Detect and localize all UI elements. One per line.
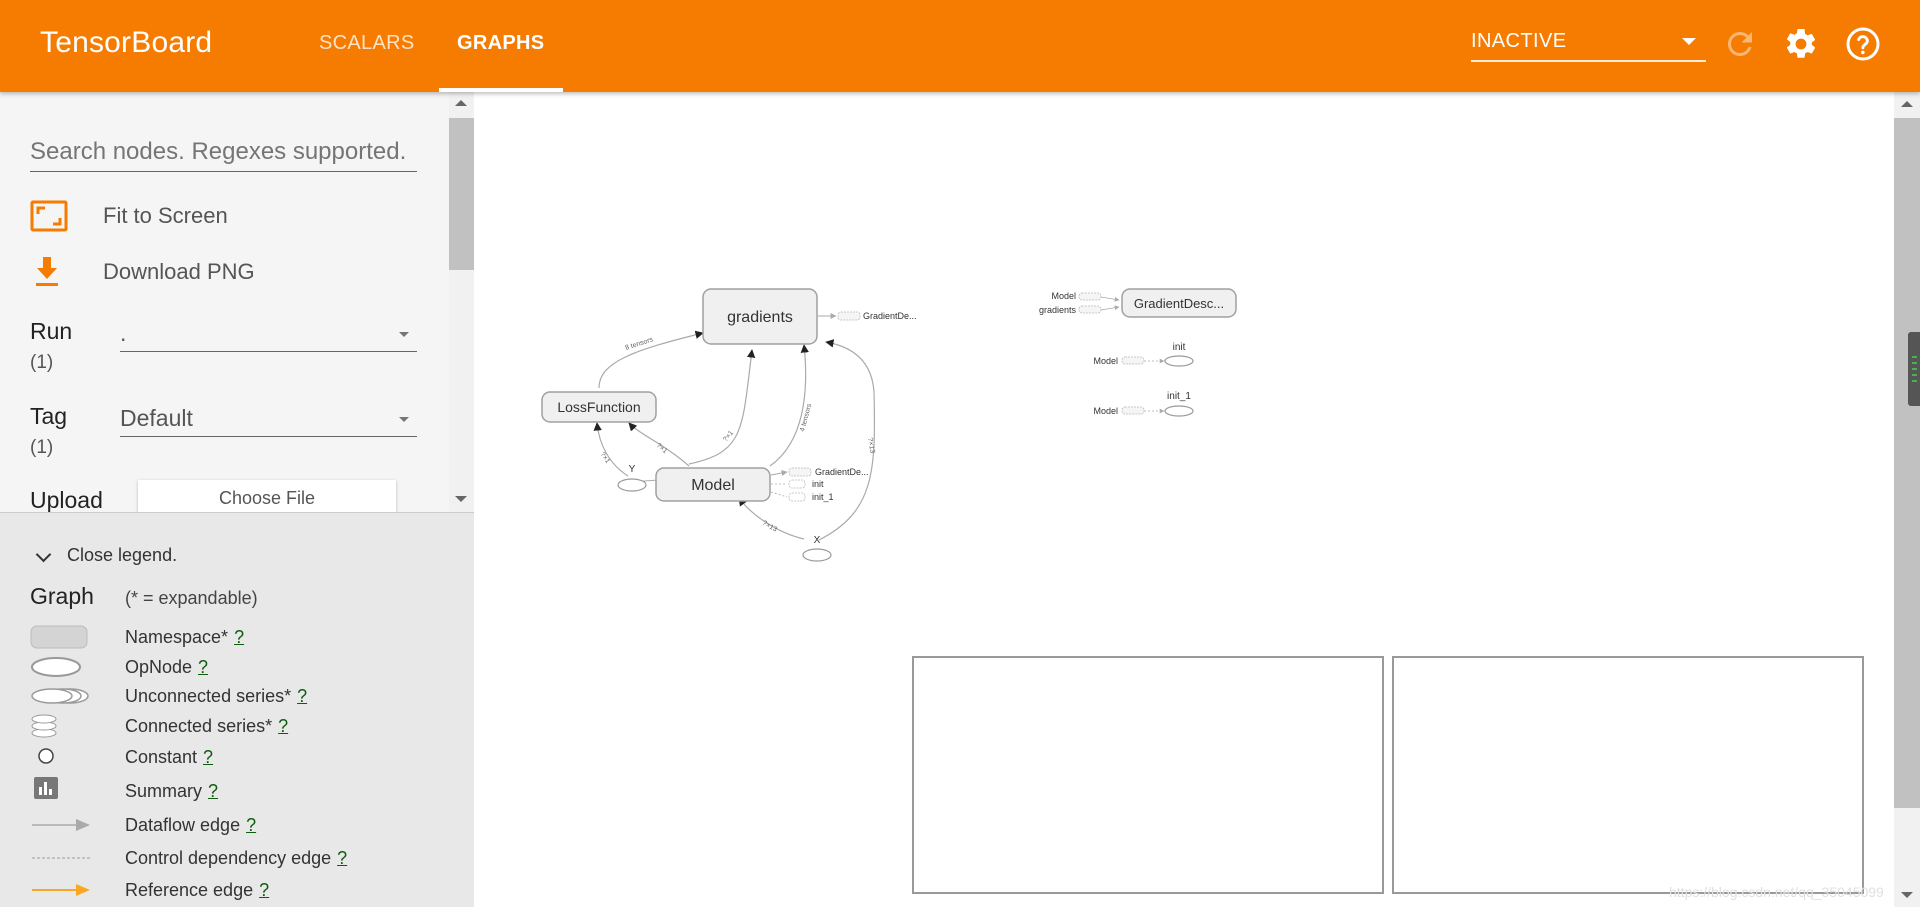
edge-label-x-model: ?×13 <box>761 519 779 534</box>
node-model[interactable] <box>656 468 770 501</box>
graph-controls <box>0 92 474 512</box>
scroll-down-icon[interactable] <box>1901 892 1913 898</box>
run-selector-value: INACTIVE <box>1471 30 1567 52</box>
minimap-main[interactable] <box>912 656 1384 894</box>
aux-init1-input-model: Model <box>1093 406 1118 416</box>
legend-control-dependency-edge <box>30 844 460 872</box>
legend-namespace <box>30 623 460 651</box>
node-loss-function-label: LossFunction <box>557 399 641 415</box>
connected-series-icon <box>30 712 100 740</box>
reference-edge-icon <box>30 876 100 904</box>
legend-dataflow-edge <box>30 811 460 839</box>
namespace-icon <box>30 623 100 651</box>
chevron-down-icon <box>399 332 409 337</box>
legend-unconnected-series-label: Unconnected series* <box>125 686 292 706</box>
chevron-down-icon <box>399 417 409 422</box>
tab-scalars[interactable]: SCALARS <box>319 32 415 54</box>
download-png-button[interactable] <box>30 254 255 290</box>
control-edge-help-link[interactable]: ? <box>337 848 348 868</box>
close-legend-label: Close legend. <box>67 545 178 565</box>
edge-x-to-gradients <box>819 342 874 540</box>
edge-label-model-gradients: ?×1 <box>722 429 736 444</box>
edge-x-to-model <box>739 498 804 539</box>
side-panel-handle[interactable] <box>1908 332 1920 406</box>
aux-init[interactable] <box>1093 342 1193 366</box>
aux-init-label: init <box>1172 342 1186 353</box>
legend-summary-label: Summary <box>125 781 203 801</box>
legend-reference-edge <box>30 876 460 904</box>
scroll-up-icon[interactable] <box>455 100 467 106</box>
legend-connected-series <box>30 712 460 740</box>
summary-icon <box>30 777 100 805</box>
edge-model-to-gradients-b <box>770 345 806 466</box>
aux-init-1[interactable] <box>1093 391 1193 416</box>
gradients-out-label: GradientDe... <box>863 311 917 321</box>
chevron-down-icon <box>1682 38 1696 45</box>
scroll-down-icon[interactable] <box>455 496 467 502</box>
upload-label: Upload <box>30 487 103 512</box>
node-loss-function[interactable] <box>542 392 656 422</box>
legend-constant <box>30 743 460 771</box>
constant-icon <box>30 743 100 771</box>
refresh-icon[interactable] <box>1722 26 1758 62</box>
top-toolbar <box>0 0 1920 92</box>
tag-count: (1) <box>30 437 54 458</box>
legend-constant-label: Constant <box>125 747 198 767</box>
tab-graphs[interactable]: GRAPHS <box>457 32 545 54</box>
search-input[interactable]: Search nodes. Regexes supported. <box>30 136 417 172</box>
tag-dropdown-value: Default <box>120 405 193 431</box>
model-out-init-label: init <box>812 479 824 489</box>
tag-dropdown[interactable] <box>120 401 417 437</box>
node-gradients-label: gradients <box>727 309 793 326</box>
dataflow-edge-help-link[interactable]: ? <box>246 815 257 835</box>
run-label: Run <box>30 318 73 344</box>
node-x-label: X <box>813 535 821 546</box>
edge-label-4-tensors: 4 tensors <box>799 402 814 433</box>
node-model-label: Model <box>691 477 735 494</box>
namespace-help-link[interactable]: ? <box>234 627 245 647</box>
help-icon[interactable] <box>1845 26 1881 62</box>
fit-to-screen-label: Fit to Screen <box>103 203 228 228</box>
model-out-init1-label: init_1 <box>812 492 834 502</box>
opnode-help-link[interactable]: ? <box>198 657 209 677</box>
run-dropdown[interactable] <box>120 316 417 352</box>
aux-gradient-descent[interactable] <box>1039 289 1236 317</box>
edge-model-to-gradients-a <box>689 350 752 464</box>
legend-reference-edge-label: Reference edge <box>125 880 254 900</box>
aux-gd-input-model: Model <box>1051 291 1076 301</box>
model-out-series <box>771 467 869 502</box>
constant-help-link[interactable]: ? <box>203 747 214 767</box>
scroll-up-icon[interactable] <box>1901 101 1913 107</box>
legend-subtitle: (* = expandable) <box>125 588 258 608</box>
scrollbar-thumb[interactable] <box>449 118 474 270</box>
aux-gd-input-gradients: gradients <box>1038 305 1076 315</box>
connected-series-help-link[interactable]: ? <box>278 716 289 736</box>
unconnected-series-icon <box>30 682 100 710</box>
edge-label-x-gradients: ?×13 <box>866 437 876 454</box>
scrollbar-thumb[interactable] <box>1894 118 1920 808</box>
edge-label-model-loss: ?×1 <box>654 442 669 456</box>
fit-to-screen-button[interactable] <box>30 198 228 234</box>
edge-label-8-tensors: 8 tensors <box>624 336 655 352</box>
summary-help-link[interactable]: ? <box>208 781 219 801</box>
minimap-aux[interactable] <box>1392 656 1864 894</box>
legend-control-edge-label: Control dependency edge <box>125 848 332 868</box>
aux-init-input-model: Model <box>1093 356 1118 366</box>
model-out-gd-label: GradientDe... <box>815 467 869 477</box>
node-y-label: Y <box>628 464 636 475</box>
brand-title: TensorBoard <box>40 26 213 59</box>
graph-canvas[interactable] <box>474 92 1920 907</box>
download-icon <box>30 255 68 289</box>
fit-screen-icon <box>30 200 68 232</box>
aux-gd-label: GradientDesc... <box>1133 296 1225 311</box>
canvas-scrollbar[interactable] <box>1894 92 1920 907</box>
aux-init1-label: init_1 <box>1167 391 1191 402</box>
opnode-icon <box>30 653 100 681</box>
reference-edge-help-link[interactable]: ? <box>259 880 270 900</box>
tag-label: Tag <box>30 403 68 429</box>
legend-summary <box>30 777 460 805</box>
control-edge-icon <box>30 844 100 872</box>
run-count: (1) <box>30 352 54 373</box>
gradients-out-series <box>818 311 917 321</box>
node-x[interactable] <box>803 535 831 561</box>
legend-opnode-label: OpNode <box>125 657 193 677</box>
edge-y-to-loss <box>597 423 628 476</box>
active-tab-indicator <box>439 88 563 92</box>
run-selector[interactable] <box>1471 26 1706 62</box>
dataflow-edge-icon <box>30 811 100 839</box>
chevron-down-icon <box>36 547 52 563</box>
run-dropdown-value: . <box>120 320 127 346</box>
legend-connected-series-label: Connected series* <box>125 716 273 736</box>
legend-dataflow-edge-label: Dataflow edge <box>125 815 241 835</box>
sidebar <box>0 92 474 907</box>
graph-legend <box>0 512 474 907</box>
choose-file-button[interactable]: Choose File <box>138 480 396 512</box>
node-gradients[interactable] <box>703 289 817 344</box>
edge-label-y-loss: ?×1 <box>598 451 611 465</box>
legend-title: Graph <box>30 583 94 609</box>
unconnected-series-help-link[interactable]: ? <box>297 686 308 706</box>
controls-scrollbar[interactable] <box>449 92 474 512</box>
legend-namespace-label: Namespace* <box>125 627 229 647</box>
gear-icon[interactable] <box>1783 26 1819 62</box>
watermark-text: https://blog.csdn.net/qq_35045099 <box>1669 884 1884 900</box>
legend-opnode <box>30 653 460 681</box>
node-y[interactable] <box>618 464 646 491</box>
legend-unconnected-series <box>30 682 460 710</box>
download-png-label: Download PNG <box>103 259 255 284</box>
